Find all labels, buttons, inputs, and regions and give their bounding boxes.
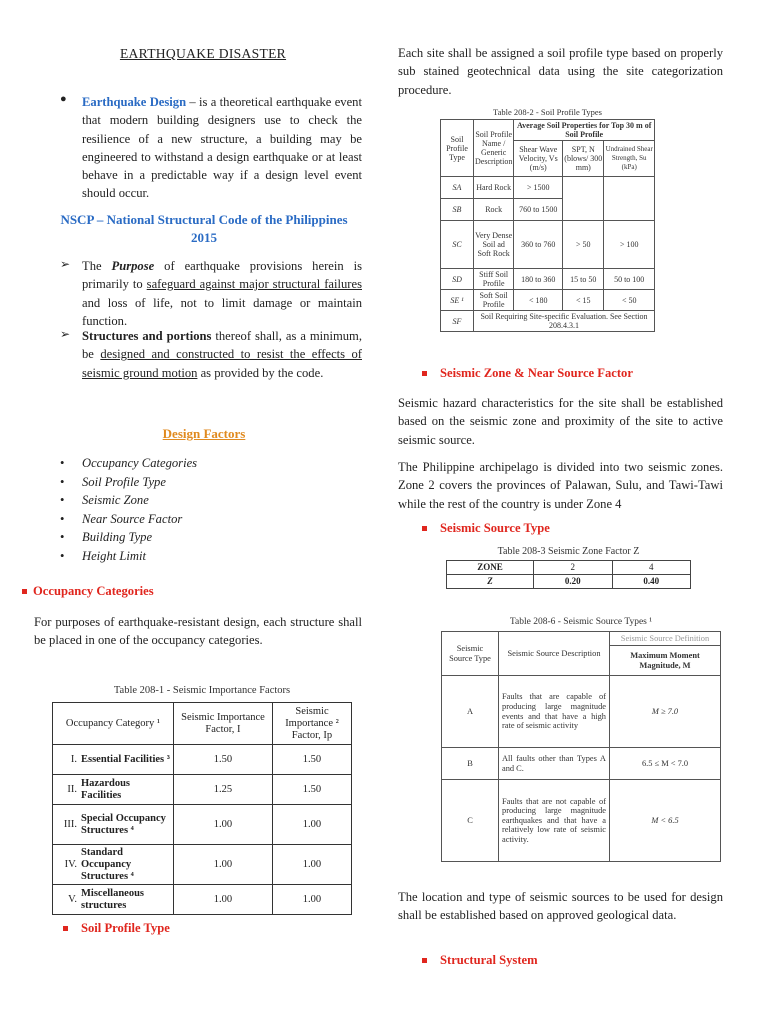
table-cell xyxy=(604,177,655,221)
table-header: SPT, N (blows/ 300 mm) xyxy=(563,141,604,177)
purpose-paragraph xyxy=(46,257,362,330)
archipelago-paragraph: The Philippine archipelago is divided into two seismic zones. Zone 2 covers the provinces of Palawan, Sulu, and Tawi-Tawi while the rest of the country is under Zone 4 xyxy=(398,460,723,511)
structures-term: Structures and portions xyxy=(82,329,212,343)
table-row xyxy=(53,805,352,845)
table3-caption: Table 208-3 Seismic Zone Factor Z xyxy=(497,546,640,557)
table-cell: A xyxy=(442,676,499,748)
seismic-zone-heading xyxy=(422,366,633,381)
table-cell: V. xyxy=(53,885,80,915)
table-cell: Soil Requiring Site-specific Evaluation. See Section 208.4.3.1 xyxy=(474,311,655,332)
table-cell: 180 to 360 xyxy=(514,269,563,290)
table-cell: < 180 xyxy=(514,290,563,311)
table-cell: Hard Rock xyxy=(474,177,514,199)
table-row xyxy=(441,177,655,199)
table-cell: Special Occupancy Structures ⁴ xyxy=(79,805,173,845)
table-cell: 0.20 xyxy=(534,575,613,589)
table-header: Seismic Source Type xyxy=(442,632,499,676)
soil-profile-table xyxy=(440,119,655,332)
square-bullet-icon xyxy=(63,926,68,931)
hazard-paragraph: Seismic hazard characteristics for the site shall be established based on the seismic zone and proximity of the site to active seismic source. xyxy=(398,396,723,447)
table-cell: 1.00 xyxy=(173,805,272,845)
seismic-source-types-table xyxy=(441,631,721,862)
seismic-source-type-heading xyxy=(422,521,550,536)
list-item: • Height Limit xyxy=(46,547,362,566)
table-cell: 1.50 xyxy=(272,745,351,775)
table-cell: Standard Occupancy Structures ⁴ xyxy=(79,845,173,885)
purpose-pre: The xyxy=(82,259,112,273)
table-cell: 1.00 xyxy=(272,885,351,915)
seismic-importance-table xyxy=(52,702,352,915)
list-item: • Near Source Factor xyxy=(46,510,362,529)
table-cell: 6.5 ≤ M < 7.0 xyxy=(610,748,721,780)
structures-post: as provided by the code. xyxy=(197,365,324,380)
nscp-heading: NSCP – National Structural Code of the Philippines 2015 xyxy=(60,212,348,245)
table-header: Seismic Source Description xyxy=(499,632,610,676)
table-cell: SD xyxy=(441,269,474,290)
table-cell: 760 to 1500 xyxy=(514,199,563,221)
table-row xyxy=(442,676,721,748)
table-cell: SB xyxy=(441,199,474,221)
table-header: Average Soil Properties for Top 30 m of Soil Profile xyxy=(514,120,655,141)
table-cell xyxy=(563,177,604,221)
table-cell: M < 6.5 xyxy=(610,780,721,862)
table-cell: Faults that are capable of producing large magnitude events and that have a high rate of seismic activity xyxy=(499,676,610,748)
structures-paragraph xyxy=(46,327,362,382)
purpose-term: Purpose xyxy=(111,259,155,273)
occupancy-heading-label: Occupancy Categories xyxy=(33,584,154,598)
table-cell: Miscellaneous structures xyxy=(79,885,173,915)
structures-mid: thereof shall, as a minimum, be xyxy=(82,329,362,362)
location-paragraph: The location and type of seismic sources to be used for design shall be established based on approved geological data. xyxy=(398,890,723,923)
table-cell: 1.25 xyxy=(173,775,272,805)
earthquake-design-bullet xyxy=(46,93,362,203)
table4-caption: Table 208-6 - Seismic Source Types ¹ xyxy=(509,617,653,627)
table-cell: Stiff Soil Profile xyxy=(474,269,514,290)
table-header: Seismic Importance Factor, I xyxy=(173,703,272,745)
zone-factor-table xyxy=(446,560,691,589)
list-item: • Building Type xyxy=(46,528,362,547)
table-cell: 50 to 100 xyxy=(604,269,655,290)
site-paragraph: Each site shall be assigned a soil profile type based on properly sub stained geotechnical data using the site categorization procedure. xyxy=(398,46,723,97)
table-cell: 1.00 xyxy=(272,805,351,845)
table-cell: < 15 xyxy=(563,290,604,311)
table-cell: C xyxy=(442,780,499,862)
table-cell: 15 to 50 xyxy=(563,269,604,290)
table-header: Soil Profile Type xyxy=(441,120,474,177)
table-row xyxy=(53,775,352,805)
table-row xyxy=(441,290,655,311)
table-cell: 1.00 xyxy=(272,845,351,885)
table1-caption: Table 208-1 - Seismic Importance Factors xyxy=(113,685,291,696)
table-cell: SA xyxy=(441,177,474,199)
square-bullet-icon xyxy=(22,589,27,594)
square-bullet-icon xyxy=(422,526,427,531)
purpose-underlined: safeguard against major structural failures xyxy=(146,277,362,292)
earthquake-design-definition: – is a theoretical earthquake event that modern building designers use to check the resilience of a new structure, a building may be engineered to withstand a design earthquake or at least behave in a predictable way if a design level event should occur. xyxy=(82,95,362,201)
table-cell: Hazardous Facilities xyxy=(79,775,173,805)
table-cell: 1.50 xyxy=(173,745,272,775)
arrow-bullet-icon: ➢ xyxy=(60,257,71,271)
seismic-zone-heading-label: Seismic Zone & Near Source Factor xyxy=(440,366,633,380)
table-row xyxy=(447,561,691,575)
table-cell: Very Dense Soil ad Soft Rock xyxy=(474,221,514,269)
table-row xyxy=(441,311,655,332)
table-row xyxy=(441,221,655,269)
table-cell: All faults other than Types A and C. xyxy=(499,748,610,780)
earthquake-design-term: Earthquake Design xyxy=(82,95,187,109)
table-row xyxy=(442,780,721,862)
table-header: Occupancy Category ¹ xyxy=(53,703,174,745)
table-cell: SF xyxy=(441,311,474,332)
table-cell: > 50 xyxy=(563,221,604,269)
table-cell: Essential Facilities ³ xyxy=(79,745,173,775)
table-cell: II. xyxy=(53,775,80,805)
soil-profile-heading xyxy=(63,921,170,936)
table-cell: Z xyxy=(447,575,534,589)
table-header: Soil Profile Name / Generic Description xyxy=(474,120,514,177)
table-cell: III. xyxy=(53,805,80,845)
table-header: Seismic Source Definition xyxy=(610,632,721,646)
table-cell: 1.00 xyxy=(173,845,272,885)
table-row xyxy=(441,269,655,290)
table-cell: Rock xyxy=(474,199,514,221)
table-cell: > 1500 xyxy=(514,177,563,199)
structures-underlined: designed and constructed to resist the effects of seismic ground motion xyxy=(82,347,362,380)
list-item: • Soil Profile Type xyxy=(46,473,362,492)
table-cell: 360 to 760 xyxy=(514,221,563,269)
occupancy-heading xyxy=(22,584,154,599)
bullet-dot: ● xyxy=(60,93,67,105)
table-row xyxy=(442,748,721,780)
arrow-bullet-icon: ➢ xyxy=(60,327,71,341)
purpose-post: and loss of life, not to limit damage or maintain function. xyxy=(82,295,362,328)
design-factors-heading: Design Factors xyxy=(162,426,246,441)
structural-system-heading xyxy=(422,953,538,968)
table-cell: B xyxy=(442,748,499,780)
table-header: Maximum Moment Magnitude, M xyxy=(610,646,721,676)
table-cell: 4 xyxy=(612,561,691,575)
table-cell: Faults that are not capable of producing large magnitude earthquakes and that have a relatively low rate of seismic activity. xyxy=(499,780,610,862)
structures-item xyxy=(46,327,362,382)
purpose-mid: of earthquake provisions herein is primarily to xyxy=(82,259,362,292)
purpose-item xyxy=(46,257,362,330)
table-row xyxy=(53,885,352,915)
structural-system-heading-label: Structural System xyxy=(440,953,538,967)
occupancy-paragraph: For purposes of earthquake-resistant design, each structure shall be placed in one of the occupancy categories. xyxy=(34,615,362,648)
table-cell: > 100 xyxy=(604,221,655,269)
table-cell: 1.00 xyxy=(173,885,272,915)
table-cell: IV. xyxy=(53,845,80,885)
table-row xyxy=(53,745,352,775)
table-row xyxy=(447,575,691,589)
table-cell: < 50 xyxy=(604,290,655,311)
table-header: Seismic Importance ² Factor, Ip xyxy=(272,703,351,745)
square-bullet-icon xyxy=(422,371,427,376)
table-cell: 1.50 xyxy=(272,775,351,805)
soil-profile-heading-label: Soil Profile Type xyxy=(81,921,170,935)
table-cell: I. xyxy=(53,745,80,775)
table-cell: SE ¹ xyxy=(441,290,474,311)
document-title: EARTHQUAKE DISASTER xyxy=(119,46,287,61)
square-bullet-icon xyxy=(422,958,427,963)
table-cell: ZONE xyxy=(447,561,534,575)
table-cell: SC xyxy=(441,221,474,269)
design-factors-list xyxy=(46,454,362,566)
table-header: Shear Wave Velocity, Vs (m/s) xyxy=(514,141,563,177)
table2-caption: Table 208-2 - Soil Profile Types xyxy=(493,107,602,117)
table-cell: Soft Soil Profile xyxy=(474,290,514,311)
seismic-source-type-heading-label: Seismic Source Type xyxy=(440,521,550,535)
table-cell: M ≥ 7.0 xyxy=(610,676,721,748)
list-item: • Occupancy Categories xyxy=(46,454,362,473)
table-cell: 0.40 xyxy=(612,575,691,589)
list-item: • Seismic Zone xyxy=(46,491,362,510)
table-cell: 2 xyxy=(534,561,613,575)
table-row xyxy=(53,845,352,885)
table-header: Undrained Shear Strength, Su (kPa) xyxy=(604,141,655,177)
earthquake-design-paragraph xyxy=(46,93,362,203)
